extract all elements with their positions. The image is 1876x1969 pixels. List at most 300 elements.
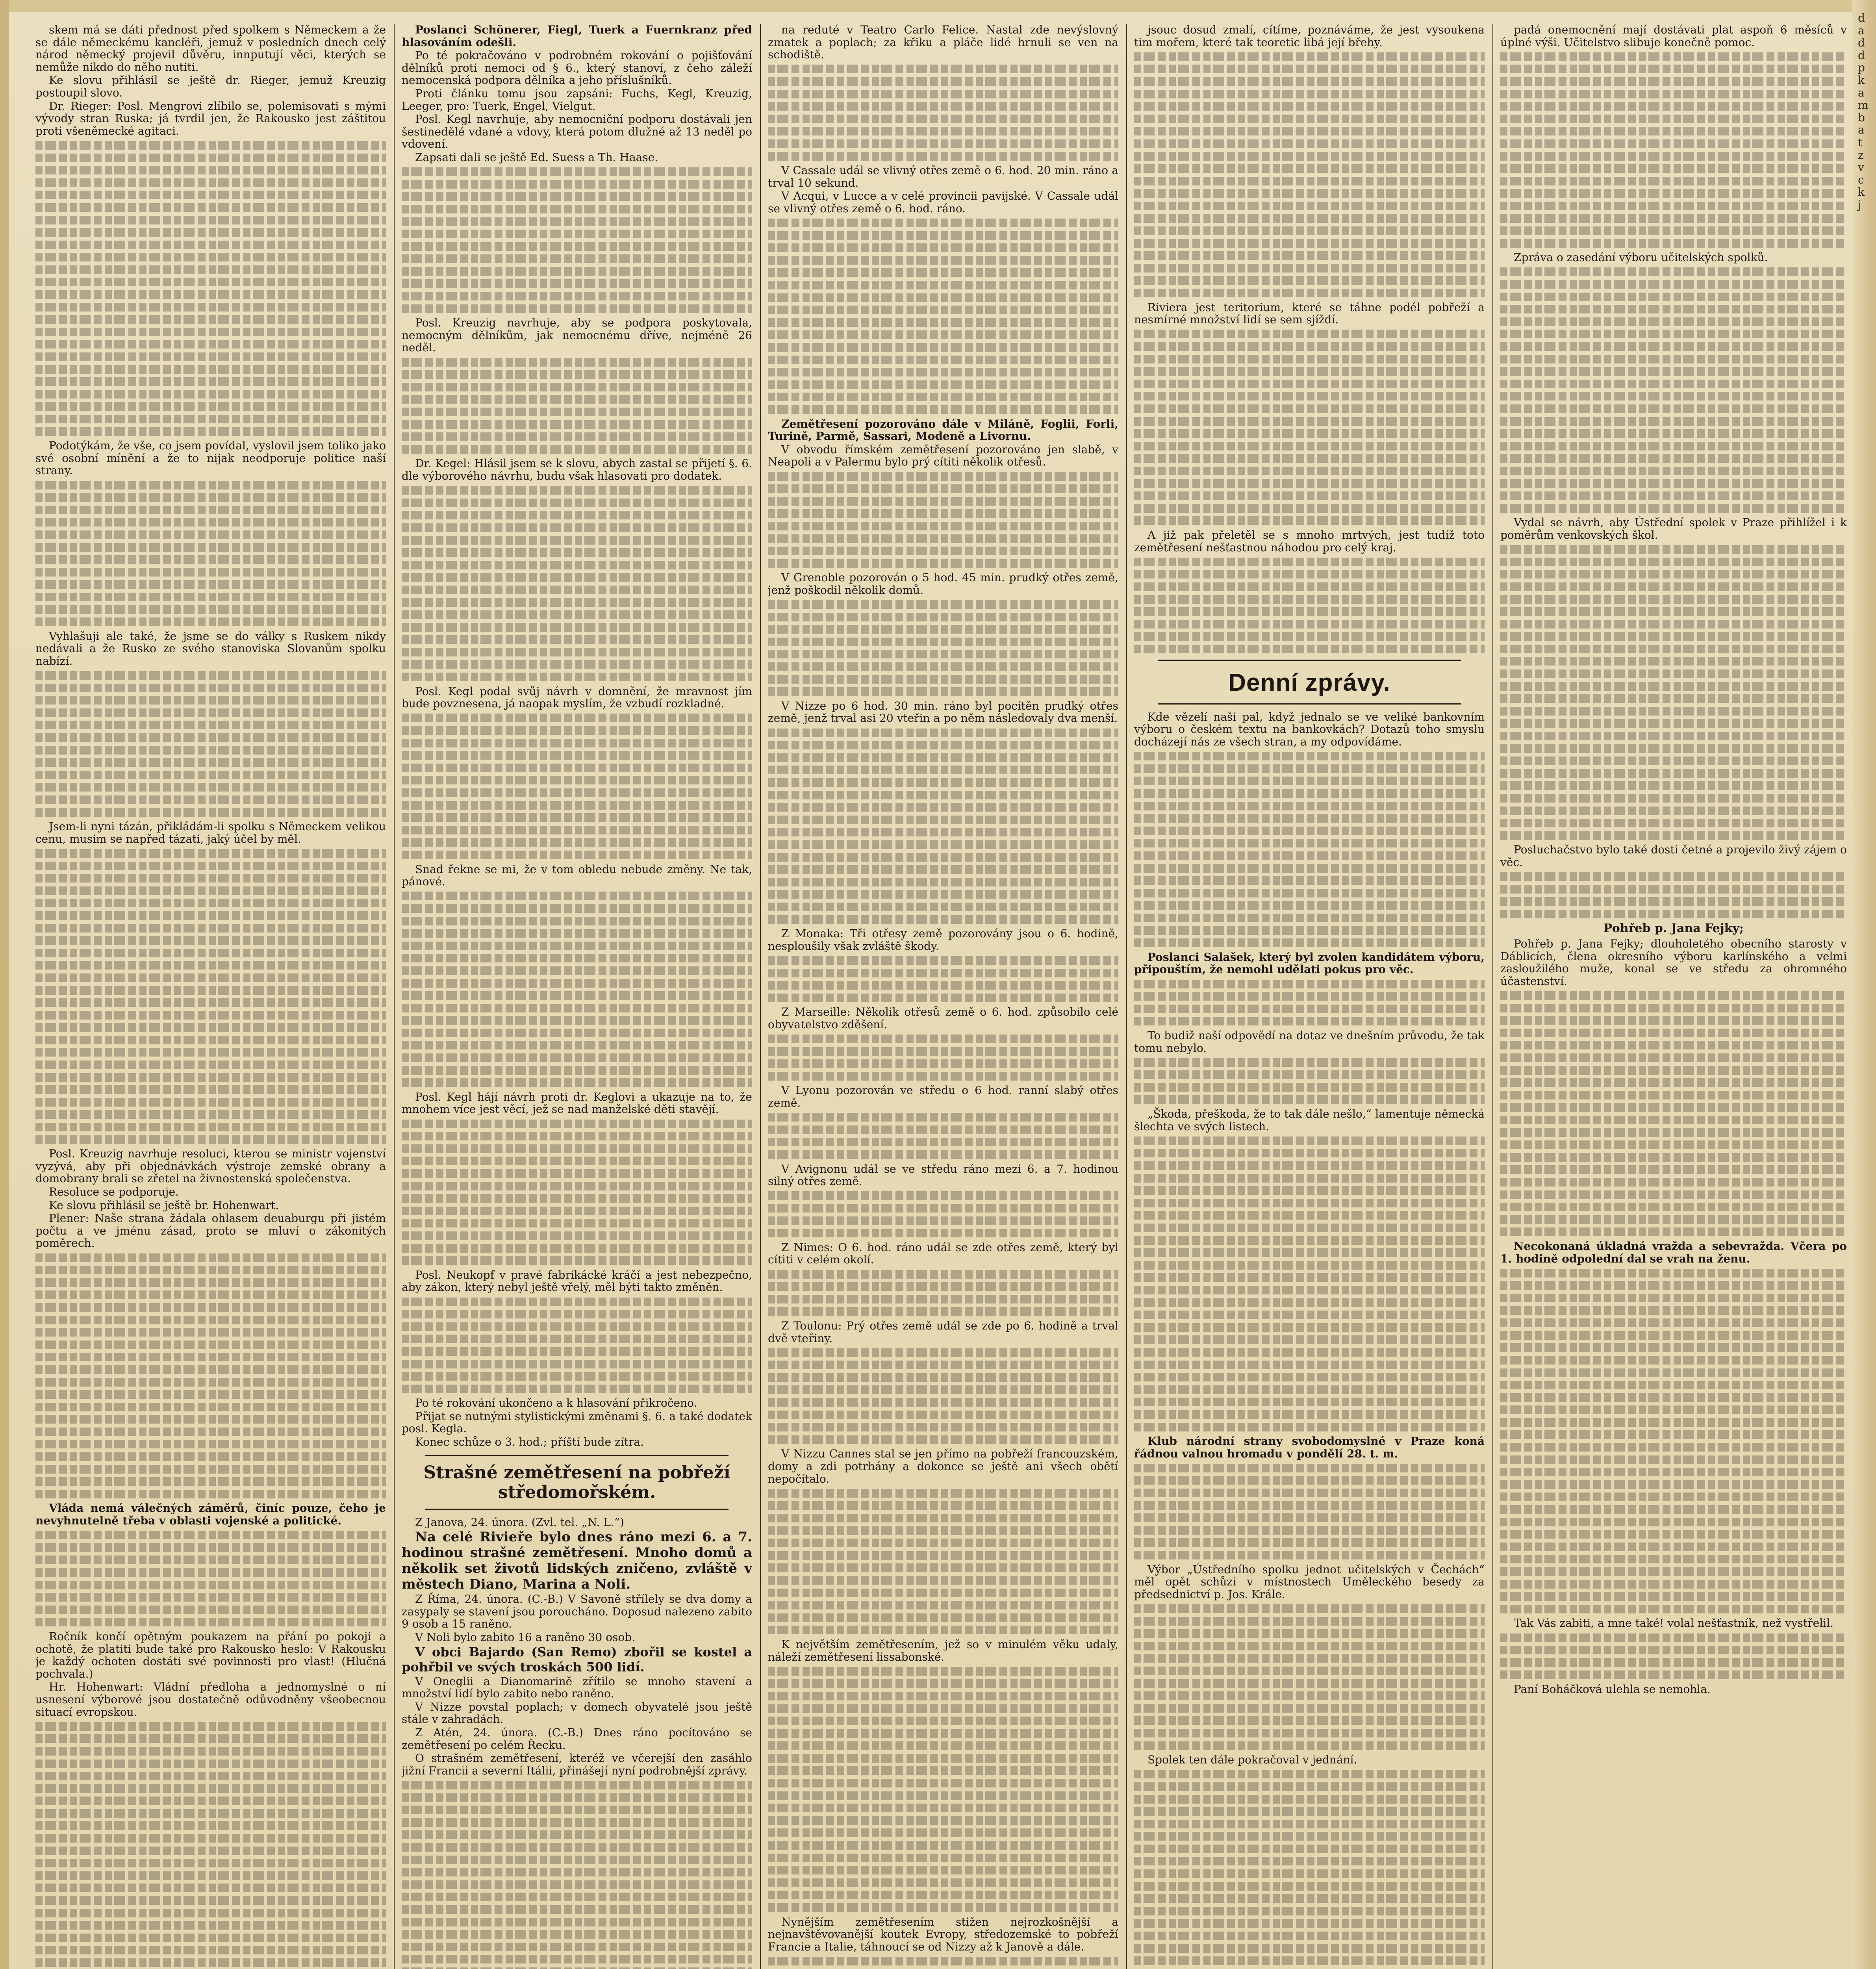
paper-top-edge <box>0 0 1876 12</box>
text-line <box>1500 280 1847 289</box>
text-line <box>1134 645 1485 653</box>
text-line <box>1134 264 1485 273</box>
text-line <box>1134 570 1485 578</box>
text-line <box>768 1828 1118 1837</box>
text-line <box>1500 872 1847 881</box>
text-line <box>1134 164 1485 173</box>
paragraph: Z Toulonu: Prý otřes země udál se zde po 6. hodině a trval dvě vteřiny. <box>768 1319 1118 1345</box>
paragraph: Zapsati dali se ještě Ed. Suess a Th. Haase. <box>415 150 658 164</box>
paragraph: Konec schůze o 3. hod.; příští bude zítra. <box>415 1435 644 1449</box>
text-line <box>402 1868 752 1876</box>
text-line <box>402 1231 752 1240</box>
text-line <box>35 862 386 870</box>
text-line <box>35 1123 386 1131</box>
text-line <box>1500 831 1847 840</box>
text-line <box>1134 1526 1485 1535</box>
text-line <box>1500 645 1847 653</box>
text-line <box>35 415 386 423</box>
text-line <box>35 1593 386 1602</box>
text-line <box>1500 1331 1847 1340</box>
text-line <box>402 991 752 1000</box>
text-line <box>1500 330 1847 338</box>
text-line <box>768 903 1118 911</box>
paragraph: Pohřeb p. Jana Fejky; dlouholetého obecního starosty v Dáblicích, člena okresního výboru karlínského a velmi zasloužilého muže, konal se ve středu za ohromného účastenství. <box>1500 937 1847 988</box>
text-line <box>1500 669 1847 678</box>
section-divider <box>425 1509 729 1510</box>
text-line <box>1134 1820 1485 1828</box>
text-line <box>768 625 1118 634</box>
text-line <box>402 598 752 607</box>
text-line <box>1134 417 1485 426</box>
text-line <box>1500 202 1847 210</box>
text-line <box>1500 429 1847 438</box>
text-line <box>402 1335 752 1343</box>
text-line <box>1134 52 1485 61</box>
text-line <box>768 1551 1118 1560</box>
text-line <box>35 340 386 349</box>
text-line <box>35 733 386 742</box>
text-line <box>1500 545 1847 554</box>
text-line <box>1500 1203 1847 1211</box>
paragraph: A již pak přeletěl se s mnoho mrtvých, jest tudíž toto zemětřesení nešťastnou náhodou pro celý kraj. <box>1134 528 1485 554</box>
paragraph: Přijat se nutnými stylistickými změnami §. 6. a také dodatek posl. Kegla. <box>402 1409 752 1435</box>
text-line <box>768 1501 1118 1510</box>
text-line <box>35 771 386 779</box>
text-line <box>1134 632 1485 641</box>
text-line <box>402 395 752 404</box>
text-line <box>1134 65 1485 73</box>
text-line <box>35 543 386 552</box>
text-line <box>768 1957 1118 1965</box>
text-line <box>35 278 386 286</box>
text-line <box>35 1847 386 1855</box>
text-line <box>1500 139 1847 148</box>
text-line <box>1134 90 1485 98</box>
text-line <box>402 499 752 507</box>
text-line <box>1500 267 1847 276</box>
text-line <box>35 1440 386 1448</box>
text-line <box>1134 558 1485 566</box>
text-line <box>1500 1029 1847 1037</box>
text-line <box>35 1316 386 1324</box>
text-line <box>35 1921 386 1930</box>
text-line <box>35 1581 386 1589</box>
text-line <box>1500 682 1847 691</box>
text-line <box>1500 1592 1847 1601</box>
text-line <box>768 956 1118 965</box>
text-line <box>1500 694 1847 703</box>
text-line <box>402 648 752 656</box>
text-line <box>1134 1161 1485 1170</box>
text-line <box>1134 607 1485 616</box>
column-3 <box>768 24 1118 1969</box>
paper-binding-edge <box>0 0 9 1969</box>
text-line <box>1500 1078 1847 1087</box>
text-line <box>1134 251 1485 260</box>
text-line <box>1500 1066 1847 1075</box>
text-line <box>1500 1381 1847 1389</box>
text-line <box>402 548 752 557</box>
text-line <box>768 1816 1118 1825</box>
section-divider <box>1158 703 1461 705</box>
text-line <box>1134 1005 1485 1013</box>
text-line <box>1134 1919 1485 1928</box>
section-title: Denní zprávy. <box>1228 669 1390 696</box>
text-line <box>35 998 386 1007</box>
text-line <box>1134 901 1485 910</box>
text-line <box>768 1526 1118 1535</box>
column-1 <box>35 24 386 1969</box>
text-line <box>1500 1605 1847 1613</box>
text-line <box>35 924 386 933</box>
text-line <box>768 1866 1118 1874</box>
text-line <box>768 994 1118 1002</box>
text-line <box>402 1806 752 1814</box>
text-line <box>768 840 1118 849</box>
text-line <box>1500 1041 1847 1049</box>
text-line <box>1500 1580 1847 1589</box>
text-line <box>1134 764 1485 773</box>
text-line <box>1500 781 1847 790</box>
text-line <box>35 402 386 411</box>
text-line <box>1134 789 1485 798</box>
text-line <box>1500 1405 1847 1414</box>
text-line <box>1500 1480 1847 1489</box>
paragraph: V Avignonu udál se ve středu ráno mezi 6. a 7. hodinou silný otřes země. <box>768 1162 1118 1188</box>
text-line <box>1134 226 1485 235</box>
text-line <box>1134 214 1485 223</box>
text-line <box>1134 752 1485 760</box>
text-line <box>768 803 1118 812</box>
paragraph: Jsem-li nyni tázán, přikládám-li spolku s Německem velikou cenu, musim se napřed tázati, jaký účel by měl. <box>35 820 386 845</box>
section-divider <box>425 1455 729 1456</box>
text-line <box>768 1679 1118 1688</box>
text-line <box>768 1766 1118 1775</box>
text-line <box>1134 876 1485 885</box>
text-line <box>35 1278 386 1287</box>
text-line <box>1134 926 1485 935</box>
paragraph: Riviera jest teritorium, které se táhne podél pobřeží a nesmírné množství lidí se sem sjíždí. <box>1134 300 1485 326</box>
text-line <box>1134 1070 1485 1079</box>
text-line <box>35 1568 386 1577</box>
text-line <box>1134 1907 1485 1915</box>
text-line <box>768 343 1118 352</box>
text-line <box>402 1843 752 1852</box>
text-line <box>1500 52 1847 61</box>
text-line <box>1500 342 1847 351</box>
paragraph: V obci Bajardo (San Remo) zbořil se kostel a pohřbil ve svých troskách 500 lidí. <box>402 1644 752 1674</box>
text-line <box>1134 582 1485 591</box>
text-line <box>35 708 386 717</box>
text-line <box>1500 1306 1847 1315</box>
text-line <box>768 90 1118 98</box>
paragraph: Z Marseille: Několik otřesů země o 6. hod. způsobilo celé obyvatelstvo zděšení. <box>768 1005 1118 1031</box>
text-line <box>1134 392 1485 400</box>
text-line <box>402 573 752 582</box>
text-line <box>35 1135 386 1144</box>
text-line <box>768 1854 1118 1862</box>
text-line <box>402 432 752 441</box>
text-line <box>35 961 386 970</box>
text-line <box>35 216 386 224</box>
text-line <box>768 472 1118 481</box>
text-line <box>1500 189 1847 198</box>
text-line <box>402 966 752 975</box>
text-line <box>768 522 1118 530</box>
text-line <box>35 228 386 237</box>
text-line <box>768 534 1118 543</box>
text-line <box>768 1125 1118 1134</box>
text-line <box>1134 1298 1485 1307</box>
text-line <box>402 838 752 847</box>
text-line <box>1500 1215 1847 1224</box>
text-line <box>1134 1489 1485 1497</box>
text-line <box>35 1821 386 1830</box>
text-line <box>35 166 386 174</box>
text-line <box>402 217 752 226</box>
paragraph: Snad řekne se mi, že v tom obledu nebude změny. Ne tak, pánové. <box>402 862 752 888</box>
text-line <box>768 878 1118 886</box>
text-line <box>1134 864 1485 873</box>
text-line <box>1134 1137 1485 1145</box>
text-line <box>35 377 386 386</box>
text-line <box>402 445 752 454</box>
text-line <box>35 1266 386 1274</box>
text-line <box>1500 1128 1847 1137</box>
text-line <box>1134 1679 1485 1688</box>
column-rule <box>1126 24 1127 1969</box>
text-line <box>768 231 1118 240</box>
text-line <box>1500 504 1847 513</box>
text-line <box>768 243 1118 252</box>
text-line <box>768 778 1118 787</box>
text-line <box>768 559 1118 568</box>
text-line <box>768 1398 1118 1407</box>
text-line <box>1500 479 1847 488</box>
paragraph: Nynějším zemětřesením stižen nejrozkošnější a nejnavštěvovanější koutek Evropy, středozemské to pobřeží Francie a Italie, táhnoucí se od Nizzy až k Janově a dále. <box>768 1915 1118 1953</box>
paragraph: Na celé Rivieře bylo dnes ráno mezi 6. a 7. hodinou strašné zemětřesení. Mnoho domů a několik set životů lidských zničeno, zvláště v městech Diano, Marina a Noli. <box>402 1529 752 1593</box>
paragraph: skem má se dáti přednost před spolkem s Německem a že se dále německému kancléři, jemuž v posledních dnech celý národ německý projevil důvěru, innputují věci, kterých se nemůže nikdo do něho nutiti. <box>35 24 386 74</box>
text-line <box>35 303 386 311</box>
text-line <box>768 1035 1118 1043</box>
text-line <box>1134 454 1485 463</box>
text-line <box>1500 570 1847 578</box>
text-line <box>1500 1443 1847 1452</box>
text-line <box>402 1066 752 1075</box>
paragraph: Posl. Kegl hájí návrh proti dr. Keglovi a ukazuje na to, že mnohem více jest věcí, jež se nad manželské děti stavějí. <box>402 1090 752 1116</box>
text-line <box>1500 1555 1847 1563</box>
text-line <box>1134 1770 1485 1778</box>
text-line <box>35 936 386 945</box>
text-line <box>1134 1476 1485 1485</box>
paragraph: Tak Vás zabiti, a mne také! volal nešťastník, než vystřelil. <box>1514 1617 1833 1630</box>
text-line <box>35 671 386 680</box>
text-line <box>1500 1294 1847 1302</box>
text-line <box>768 1741 1118 1750</box>
text-line <box>1500 1493 1847 1501</box>
text-line <box>1134 1869 1485 1878</box>
text-line <box>35 1734 386 1743</box>
text-line <box>768 115 1118 123</box>
text-line <box>768 1779 1118 1787</box>
paragraph: Posl. Kreuzig navrhuje resoluci, kterou se ministr vojenství vyzývá, aby při objednávkách výstroje zemské obrany a domobrany brali se zřetel na živnostenská společenstva. <box>35 1147 386 1185</box>
text-line <box>1500 293 1847 301</box>
text-line <box>402 370 752 379</box>
paragraph: Poslanci Schönerer, Fiegl, Tuerk a Fuernkranz před hlasováním odešli. <box>402 24 752 49</box>
text-line <box>402 610 752 619</box>
text-line <box>402 1793 752 1802</box>
text-line <box>1500 769 1847 778</box>
text-line <box>1500 1153 1847 1162</box>
text-line <box>1134 1323 1485 1332</box>
text-line <box>1134 491 1485 500</box>
text-line <box>768 281 1118 289</box>
text-line <box>402 267 752 276</box>
text-line <box>768 1423 1118 1431</box>
paragraph: Ročník končí opětným poukazem na přání po pokoji a ochotě, že platiti bude také pro Rakousko heslo: V Rakousku je každý ochoten dostáti své povinnosti pro vlast! (Hlučná pochvala.) <box>35 1630 386 1680</box>
text-line <box>35 593 386 601</box>
text-line <box>768 1576 1118 1585</box>
text-line <box>768 816 1118 824</box>
text-line <box>1500 1165 1847 1174</box>
text-line <box>35 849 386 858</box>
text-line <box>402 180 752 189</box>
text-line <box>1134 1149 1485 1157</box>
text-line <box>1134 1373 1485 1381</box>
text-line <box>768 1059 1118 1068</box>
text-line <box>768 1113 1118 1122</box>
paragraph: Posl. Kegl navrhuje, aby nemocniční podporu dostávali jen šestinedělé vdané a vdovy, která potom dlužné až 13 neděl po vdovení. <box>402 113 752 151</box>
text-line <box>35 1531 386 1539</box>
text-line <box>402 1856 752 1864</box>
text-line <box>1500 1633 1847 1642</box>
text-line <box>35 1465 386 1474</box>
paragraph: Dr. Kegel: Hlásil jsem se k slovu, abych zastal se přijetí §. 6. dle výborového návrhu, budu však hlasovati pro dodatek. <box>402 457 752 482</box>
text-line <box>1500 454 1847 463</box>
text-line <box>1500 1518 1847 1526</box>
text-line <box>1134 152 1485 161</box>
text-line <box>35 758 386 767</box>
paragraph: O strašném zemětřesení, kteréž ve včerejší den zasáhlo jižní Francii a severní Itálii, přinášejí nyní podrobnější zprávy. <box>402 1752 752 1777</box>
text-line <box>35 568 386 577</box>
text-line <box>35 1958 386 1967</box>
paragraph: Plener: Naše strana žádala ohlasem deuaburgu při jistém počtu a ve jménu zásad, proto se mluví o zákonitých poměrech. <box>35 1212 386 1250</box>
text-line <box>402 304 752 313</box>
column-5 <box>1500 24 1847 1969</box>
text-line <box>402 942 752 950</box>
text-line <box>35 154 386 162</box>
text-line <box>35 555 386 564</box>
paragraph: Resoluce se podporuje. <box>49 1185 179 1198</box>
paragraph: V obvodu římském zemětřesení pozorováno jen slabě, v Neapoli a v Palermu bylo prý cítiti několik otřesů. <box>768 443 1118 469</box>
text-line <box>768 1361 1118 1369</box>
text-line <box>1500 1543 1847 1551</box>
column-rule <box>1492 24 1493 1969</box>
text-line <box>35 1415 386 1424</box>
text-line <box>402 1830 752 1839</box>
text-line <box>1500 1393 1847 1402</box>
text-line <box>1500 1356 1847 1365</box>
text-line <box>402 279 752 288</box>
paragraph: K největším zemětřesením, jež so v minulém věku udaly, náleží zemětřesení lissabonské. <box>768 1637 1118 1663</box>
text-line <box>768 1072 1118 1081</box>
text-line <box>35 605 386 614</box>
text-line <box>768 741 1118 749</box>
text-line <box>35 1946 386 1954</box>
text-line <box>402 892 752 900</box>
text-line <box>402 813 752 822</box>
text-line <box>35 191 386 199</box>
paragraph: jsouc dosud zmalí, cítíme, poznáváme, že jest vysoukena tim mořem, které tak teoretic libá její břehy. <box>1134 24 1485 49</box>
column-rule <box>760 24 761 1969</box>
text-line <box>1134 1716 1485 1725</box>
text-line <box>35 1452 386 1461</box>
text-line <box>402 623 752 632</box>
text-line <box>1134 1551 1485 1559</box>
text-line <box>35 1290 386 1299</box>
text-line <box>768 547 1118 555</box>
text-line <box>1134 1224 1485 1232</box>
paragraph: V Oneglii a Dianomarině zřítilo se mnoho stavení a množství lidí bylo zabito nebo raněno. <box>402 1674 752 1700</box>
text-line <box>1500 607 1847 616</box>
text-line <box>35 352 386 361</box>
text-line <box>768 1138 1118 1146</box>
text-line <box>1134 1174 1485 1183</box>
text-line <box>768 1348 1118 1357</box>
text-line <box>1134 404 1485 413</box>
text-line <box>1134 1423 1485 1431</box>
text-line <box>35 1353 386 1361</box>
text-line <box>1134 1932 1485 1940</box>
paragraph: Spolek ten dále pokračoval v jednání. <box>1147 1753 1357 1767</box>
text-line <box>402 851 752 859</box>
text-line <box>768 1216 1118 1225</box>
text-line <box>1134 342 1485 351</box>
paragraph: Posl. Neukopf v pravé fabrikácké kráčí a jest nebezpečno, aby zákon, který nebyl ještě vřelý, měl býti takto změněn. <box>402 1268 752 1294</box>
text-line <box>1134 1348 1485 1357</box>
text-line <box>402 1132 752 1140</box>
text-line <box>35 808 386 817</box>
text-line <box>1134 889 1485 897</box>
text-line <box>402 408 752 416</box>
text-line <box>1134 1741 1485 1750</box>
paragraph: Z Říma, 24. února. (C.-B.) V Savoně střílely se dva domy a zasypaly se stavení jsou poroucháno. Doposud nalezeno zabito 9 osob a 15 raněno. <box>402 1593 752 1631</box>
text-line <box>402 826 752 834</box>
paragraph: Necokonaná úkladná vražda a sebevražda. Včera po 1. hodině odpolední dal se vrah na ženu. <box>1500 1239 1847 1265</box>
paragraph: V Cassale udál se vlivný otřes země o 6. hod. 20 min. ráno a trval 10 sekund. <box>768 164 1118 189</box>
paragraph: na reduté v Teatro Carlo Felice. Nastal zde nevýslovný zmatek a poplach; za křiku a pláče lidé hrnuli se ven na schodiště. <box>768 24 1118 61</box>
text-line <box>1500 317 1847 326</box>
text-line <box>35 684 386 692</box>
text-line <box>402 1347 752 1356</box>
text-line <box>1134 1845 1485 1853</box>
text-line <box>35 1556 386 1564</box>
text-line <box>1500 910 1847 918</box>
text-line <box>35 1253 386 1262</box>
text-line <box>768 77 1118 86</box>
text-line <box>1500 305 1847 313</box>
text-line <box>1134 1832 1485 1841</box>
text-line <box>1500 719 1847 728</box>
paragraph: Hr. Hohenwart: Vládní předloha a jednomyslné o ní usnesení výborové jsou dostatečně odůvodněny všeobecnou situací evropskou. <box>35 1680 386 1719</box>
text-line <box>768 1411 1118 1419</box>
paragraph: V Nizzu Cannes stal se jen přímo na pobřeží francouzském, domy a zdi potrhány a dokonce se ještě ani všech obětí nepočítalo. <box>768 1447 1118 1485</box>
text-line <box>768 293 1118 302</box>
text-line <box>1134 189 1485 198</box>
text-line <box>402 714 752 722</box>
text-line <box>402 586 752 594</box>
text-line <box>1134 1944 1485 1953</box>
